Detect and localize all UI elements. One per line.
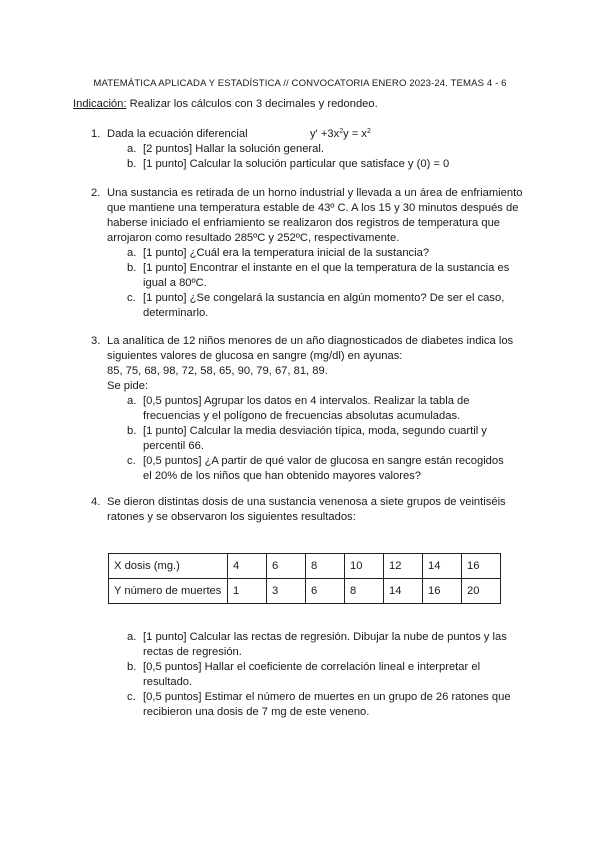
question-text: La analítica de 12 niños menores de un año diagnosticados de diabetes indica los siguientes valores de glucosa en sangre (mg/dl) en ayunas: bbox=[107, 335, 514, 362]
table-cell: 14 bbox=[423, 554, 462, 579]
table-cell: 4 bbox=[228, 554, 267, 579]
question-4 bbox=[91, 495, 531, 525]
sub-question-b: b. [1 punto] Calcular la media desviación típica, moda, segundo cuartil y percentil 66. bbox=[127, 425, 487, 452]
table-cell: 6 bbox=[267, 554, 306, 579]
sub-question-a: a. [1 punto] Calcular las rectas de regresión. Dibujar la nube de puntos y las rectas de regresión. bbox=[127, 631, 507, 658]
sub-question-a: a. [0,5 puntos] Agrupar los datos en 4 intervalos. Realizar la tabla de frecuencias y el polígono de frecuencias absolutas acumuladas. bbox=[127, 395, 470, 422]
question-number: 3. bbox=[91, 335, 101, 347]
table-cell: 20 bbox=[462, 579, 501, 604]
table-cell: 16 bbox=[462, 554, 501, 579]
table-row-dose bbox=[109, 554, 501, 579]
glucose-values: 85, 75, 68, 98, 72, 58, 65, 90, 79, 67, 81, 89. bbox=[107, 365, 328, 377]
question-text: Una sustancia es retirada de un horno industrial y llevada a un área de enfriamiento que mantiene una temperatura estable de 43º C. A los 15 y 30 minutos después de haberse iniciado el enfriamiento se realizaron dos registros de temperatura que arrojaron como resultado 285ºC y 252ºC, respectivamente. bbox=[107, 187, 523, 244]
question-2 bbox=[91, 186, 531, 321]
instructions-text: Realizar los cálculos con 3 decimales y redondeo. bbox=[126, 98, 378, 110]
dose-deaths-table bbox=[108, 553, 501, 604]
question-1 bbox=[91, 127, 531, 172]
table-cell: 3 bbox=[267, 579, 306, 604]
question-number: 1. bbox=[91, 128, 101, 140]
sub-question-c: c. [0,5 puntos] Estimar el número de muertes en un grupo de 26 ratones que recibieron una dosis de 7 mg de este veneno. bbox=[127, 691, 511, 718]
table-cell: 8 bbox=[306, 554, 345, 579]
table-cell: 16 bbox=[423, 579, 462, 604]
table-cell: 8 bbox=[345, 579, 384, 604]
exam-header: MATEMÁTICA APLICADA Y ESTADÍSTICA // CONVOCATORIA ENERO 2023-24. TEMAS 4 - 6 bbox=[93, 78, 507, 89]
question-4-subquestions bbox=[91, 630, 531, 720]
differential-equation: $y' +3x^2y = x^2$ bbox=[310, 128, 371, 140]
instructions bbox=[73, 97, 378, 112]
se-pide-label: Se pide: bbox=[107, 380, 149, 392]
table-cell: 14 bbox=[384, 579, 423, 604]
question-text: Se dieron distintas dosis de una sustancia venenosa a siete grupos de veintiséis ratones y se observaron los siguientes resultados: bbox=[107, 496, 506, 523]
sub-question-c: c. [0,5 puntos] ¿A partir de qué valor de glucosa en sangre están recogidos el 20% de los niños que han obtenido mayores valores? bbox=[127, 455, 504, 482]
question-text: Dada la ecuación diferencial bbox=[107, 128, 248, 140]
question-3 bbox=[91, 334, 531, 484]
table-cell: 12 bbox=[384, 554, 423, 579]
sub-question-b: b. [0,5 puntos] Hallar el coeficiente de correlación lineal e interpretar el resultado. bbox=[127, 661, 481, 688]
sub-question-a: a. [2 puntos] Hallar la solución general. bbox=[127, 143, 324, 155]
table-row-deaths bbox=[109, 579, 501, 604]
table-row-header: X dosis (mg.) bbox=[109, 554, 228, 579]
table-cell: 6 bbox=[306, 579, 345, 604]
table-row-header: Y número de muertes bbox=[109, 579, 228, 604]
question-number: 2. bbox=[91, 187, 101, 199]
sub-question-c: c. [1 punto] ¿Se congelará la sustancia en algún momento? De ser el caso, determinarlo. bbox=[127, 292, 505, 319]
table-cell: 1 bbox=[228, 579, 267, 604]
question-number: 4. bbox=[91, 496, 101, 508]
sub-question-b: b. [1 punto] Calcular la solución particular que satisface y (0) = 0 bbox=[127, 158, 450, 170]
instructions-label: Indicación: bbox=[73, 98, 127, 110]
table-cell: 10 bbox=[345, 554, 384, 579]
sub-question-a: a. [1 punto] ¿Cuál era la temperatura inicial de la sustancia? bbox=[127, 247, 430, 259]
sub-question-b: b. [1 punto] Encontrar el instante en el que la temperatura de la sustancia es igual a 80ºC. bbox=[127, 262, 510, 289]
